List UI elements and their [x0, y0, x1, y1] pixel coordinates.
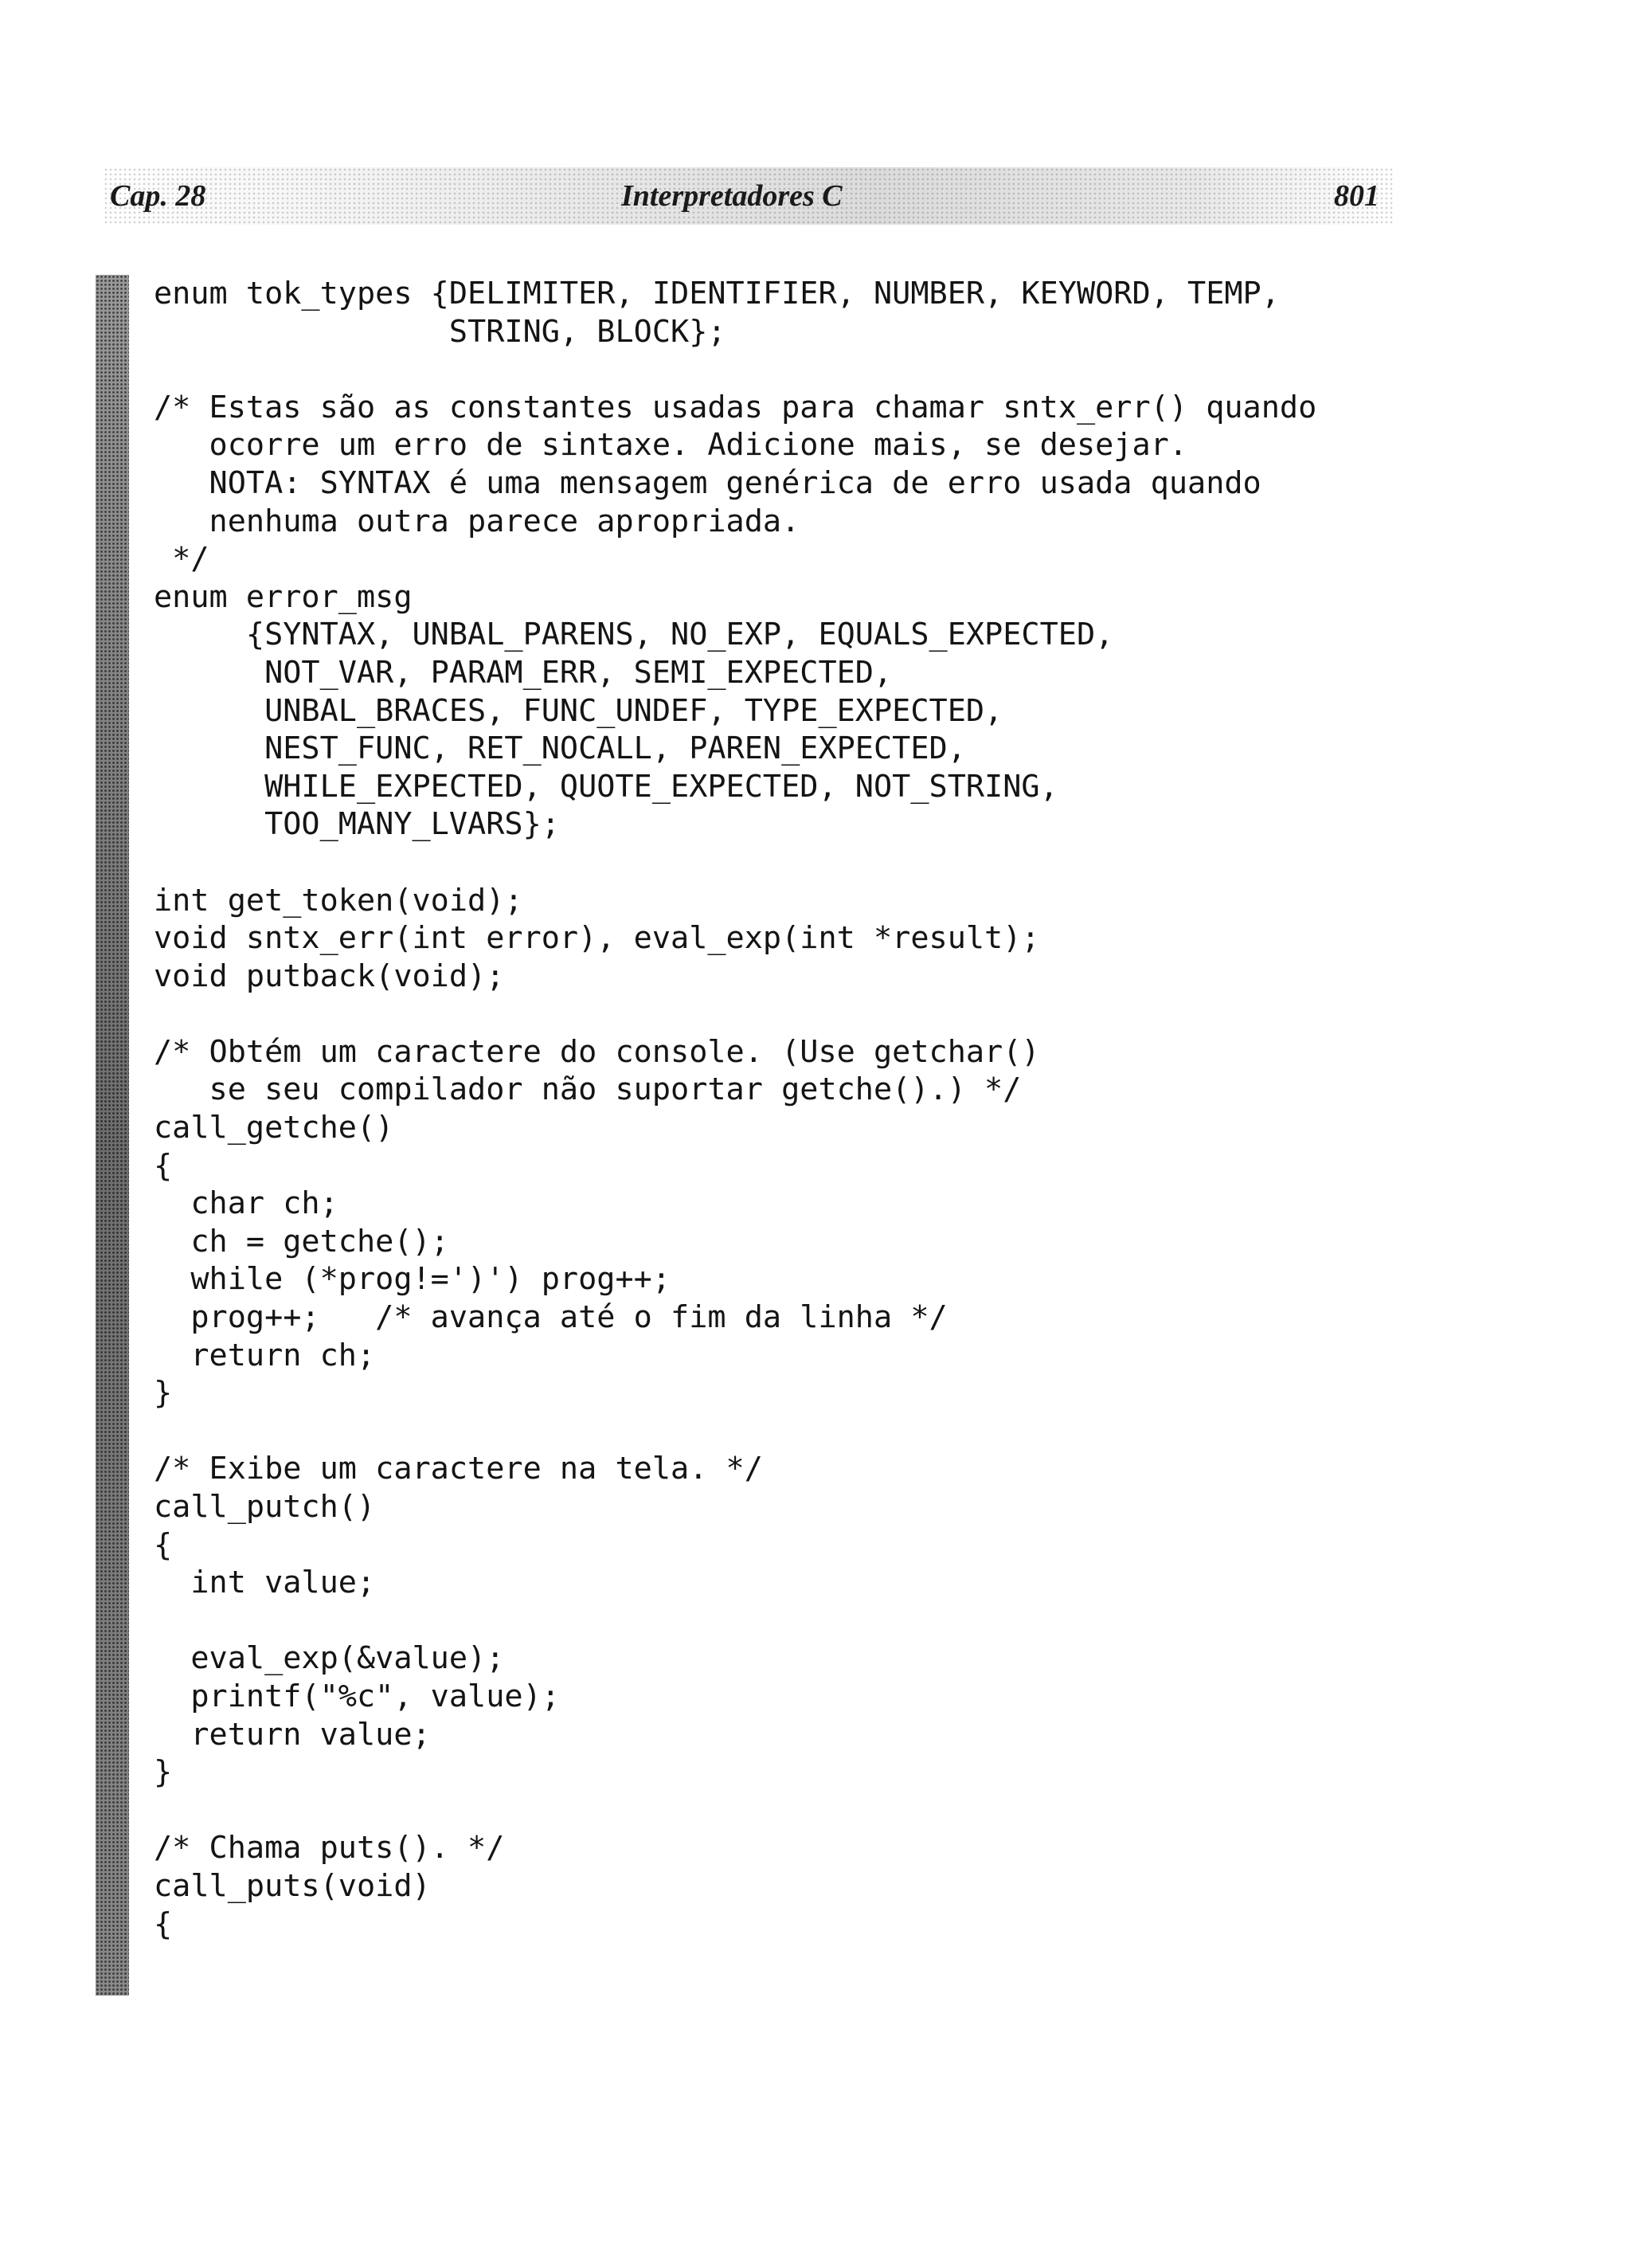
code-line: /* Estas são as constantes usadas para chamar sntx_err() quando	[154, 389, 1317, 425]
code-line	[154, 995, 1396, 1033]
page-number: 801	[1334, 179, 1379, 213]
code-line: ocorre um erro de sintaxe. Adicione mais, se desejar.	[154, 427, 1188, 464]
code-line: ch = getche();	[154, 1223, 449, 1259]
code-line: {	[154, 1906, 173, 1942]
code-line: call_putch()	[154, 1489, 376, 1525]
code-line: {	[154, 1147, 173, 1184]
code-line	[154, 1412, 1396, 1451]
chapter-title: Interpretadores C	[621, 179, 843, 213]
code-line: }	[154, 1375, 173, 1412]
code-line: eval_exp(&value);	[154, 1640, 505, 1677]
code-listing	[154, 275, 1396, 1943]
code-line	[154, 844, 1396, 882]
code-line: WHILE_EXPECTED, QUOTE_EXPECTED, NOT_STRING,	[154, 768, 1058, 805]
running-header	[104, 167, 1394, 225]
code-line: se seu compilador não suportar getche().) */	[154, 1071, 1022, 1108]
code-side-rule	[96, 275, 129, 1996]
code-line: }	[154, 1754, 173, 1791]
code-line: enum tok_types {DELIMITER, IDENTIFIER, NUMBER, KEYWORD, TEMP,	[154, 276, 1280, 311]
code-line: /* Chama puts(). */	[154, 1830, 505, 1866]
code-line: char ch;	[154, 1185, 338, 1222]
code-line: int value;	[154, 1565, 376, 1601]
code-line: while (*prog!=')') prog++;	[154, 1261, 671, 1298]
code-line	[154, 1602, 1396, 1640]
code-line: void putback(void);	[154, 958, 505, 994]
code-line: NOT_VAR, PARAM_ERR, SEMI_EXPECTED,	[154, 654, 893, 691]
code-line: return ch;	[154, 1337, 376, 1373]
code-line	[154, 351, 1396, 389]
code-line: {	[154, 1526, 173, 1563]
chapter-label: Cap. 28	[110, 179, 206, 213]
code-line: prog++; /* avança até o fim da linha */	[154, 1299, 948, 1336]
code-line: NEST_FUNC, RET_NOCALL, PAREN_EXPECTED,	[154, 731, 966, 767]
code-line: enum error_msg	[154, 578, 413, 615]
code-line: */	[154, 541, 209, 578]
code-line: return value;	[154, 1716, 431, 1753]
code-line: {SYNTAX, UNBAL_PARENS, NO_EXP, EQUALS_EXPECTED,	[154, 617, 1114, 653]
code-line: void sntx_err(int error), eval_exp(int *result);	[154, 920, 1040, 957]
code-line: printf("%c", value);	[154, 1678, 560, 1714]
code-line: NOTA: SYNTAX é uma mensagem genérica de erro usada quando	[154, 464, 1261, 501]
code-line: TOO_MANY_LVARS};	[154, 806, 560, 843]
code-line: nenhuma outra parece apropriada.	[154, 503, 800, 539]
code-line: /* Obtém um caractere do console. (Use getchar()	[154, 1033, 1040, 1070]
code-line: int get_token(void);	[154, 882, 523, 919]
code-line: UNBAL_BRACES, FUNC_UNDEF, TYPE_EXPECTED,	[154, 692, 1003, 729]
code-line: call_getche()	[154, 1110, 394, 1146]
code-line: STRING, BLOCK};	[154, 313, 726, 350]
code-line: /* Exibe um caractere na tela. */	[154, 1451, 763, 1487]
code-line: call_puts(void)	[154, 1867, 431, 1904]
code-line	[154, 1792, 1396, 1830]
